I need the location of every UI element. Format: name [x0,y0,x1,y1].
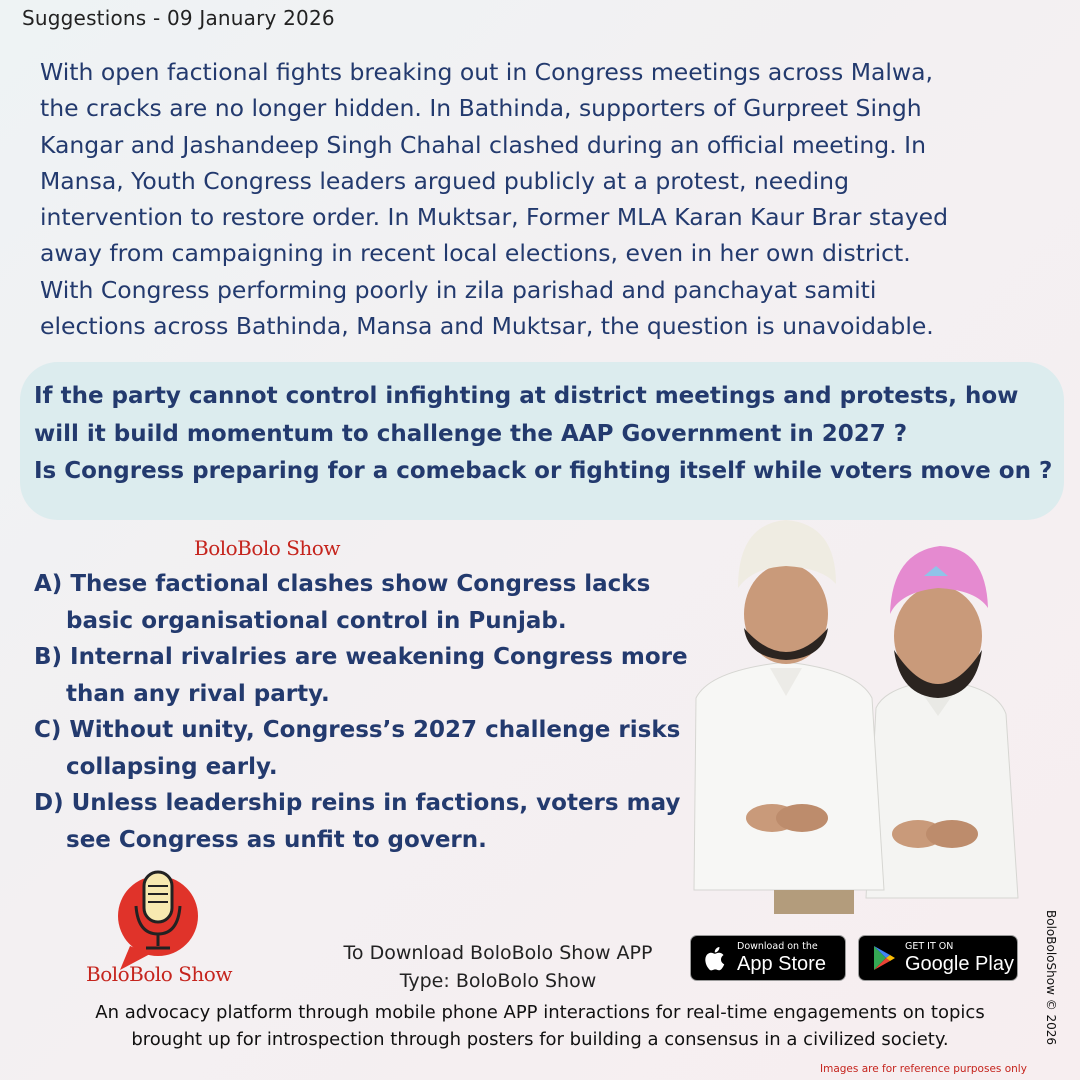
intro-line: intervention to restore order. In Muktsar, Former MLA Karan Kaur Brar stayed [40,203,948,232]
option-a[interactable]: A) These factional clashes show Congress lacks basic organisational control in Punjab. [34,571,651,634]
google-play-icon [869,943,899,973]
footer-line: brought up for introspection through posters for building a consensus in a civilized society. [131,1029,949,1050]
question-line: Is Congress preparing for a comeback or fighting itself while voters move on ? [34,458,1053,484]
footer-description [10,999,1070,1053]
option-c[interactable]: C) Without unity, Congress’s 2027 challenge risks collapsing early. [34,717,681,780]
footer-line: An advocacy platform through mobile phone APP interactions for real-time engagements on topics [95,1002,985,1023]
intro-line: elections across Bathinda, Mansa and Muktsar, the question is unavoidable. [40,312,934,341]
app-store-small-text: Download on the [737,941,818,953]
brand-name-heading: BoloBolo Show [194,536,340,560]
intro-line: Kangar and Jashandeep Singh Chahal clashed during an official meeting. In [40,130,926,159]
google-play-small-text: GET IT ON [905,941,954,953]
download-type-line: Type: BoloBolo Show [399,970,597,992]
answer-options [34,566,694,858]
google-play-button[interactable] [858,935,1018,981]
page-date-title: Suggestions - 09 January 2026 [22,6,335,30]
intro-paragraph [40,54,1060,344]
intro-line: With open factional fights breaking out in Congress meetings across Malwa, [40,58,934,86]
download-line: To Download BoloBolo Show APP [343,942,653,964]
intro-line: away from campaigning in recent local elections, even in her own district. [40,239,911,268]
intro-line: Mansa, Youth Congress leaders argued publicly at a protest, needing [40,166,849,195]
host-white-turban [694,520,884,914]
download-instructions [330,939,666,995]
google-play-label [905,942,1014,974]
image-disclaimer: Images are for reference purposes only [820,1063,1027,1075]
brand-logo-text: BoloBolo Show [86,962,232,986]
app-store-button[interactable] [690,935,846,981]
host-pink-turban [866,546,1018,898]
copyright-notice: BoloBoloShow © 2026 [1044,910,1058,1046]
option-d[interactable]: D) Unless leadership reins in factions, voters may see Congress as unfit to govern. [34,790,681,853]
option-b[interactable]: B) Internal rivalries are weakening Congress more than any rival party. [34,644,688,707]
question-text [34,378,1054,491]
intro-line: the cracks are no longer hidden. In Bathinda, supporters of Gurpreet Singh [40,94,922,123]
apple-icon [701,943,731,973]
question-line: If the party cannot control infighting at district meetings and protests, how [34,383,1019,409]
hosts-photo [686,518,1030,914]
app-store-label [737,942,826,974]
app-store-big-text: App Store [737,952,826,975]
question-line: will it build momentum to challenge the AAP Government in 2027 ? [34,420,908,447]
intro-line: With Congress performing poorly in zila parishad and panchayat samiti [40,275,877,304]
google-play-big-text: Google Play [905,952,1014,975]
